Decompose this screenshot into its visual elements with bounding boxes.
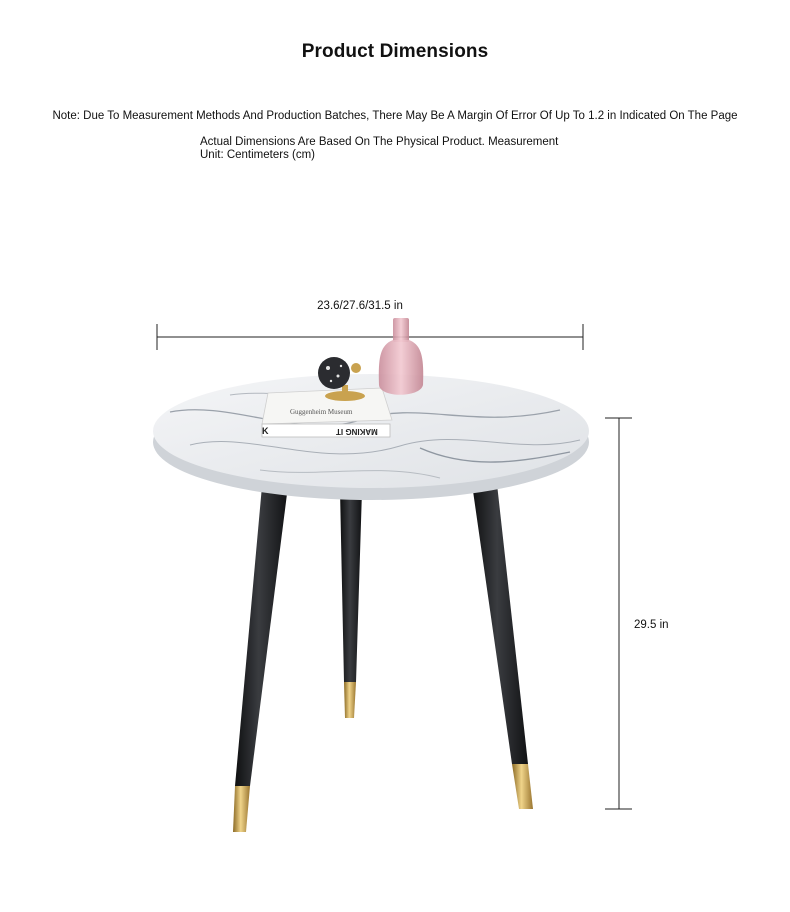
height-dimension-line — [605, 418, 632, 809]
table-leg-back — [340, 490, 362, 718]
book-cover-title: Guggenheim Museum — [290, 408, 353, 416]
width-dimension-label: 23.6/27.6/31.5 in — [317, 300, 403, 312]
book-spine-title: MAKING IT — [336, 427, 378, 436]
width-dimension-line — [157, 324, 583, 350]
actual-dimensions-line-2: Unit: Centimeters (cm) — [200, 149, 316, 161]
page-title: Product Dimensions — [301, 41, 489, 62]
table-leg-right — [472, 484, 533, 809]
height-dimension-label: 29.5 in — [634, 619, 669, 631]
measurement-note: Note: Due To Measurement Methods And Production Batches, There May Be A Margin Of Error Of Up To 1.2 in Indicated On The Page — [52, 110, 738, 122]
pink-vase — [379, 318, 423, 395]
table-leg-left — [233, 486, 288, 832]
book-spine-letter: K — [262, 426, 269, 436]
actual-dimensions-line-1: Actual Dimensions Are Based On The Physical Product. Measurement — [200, 136, 559, 148]
